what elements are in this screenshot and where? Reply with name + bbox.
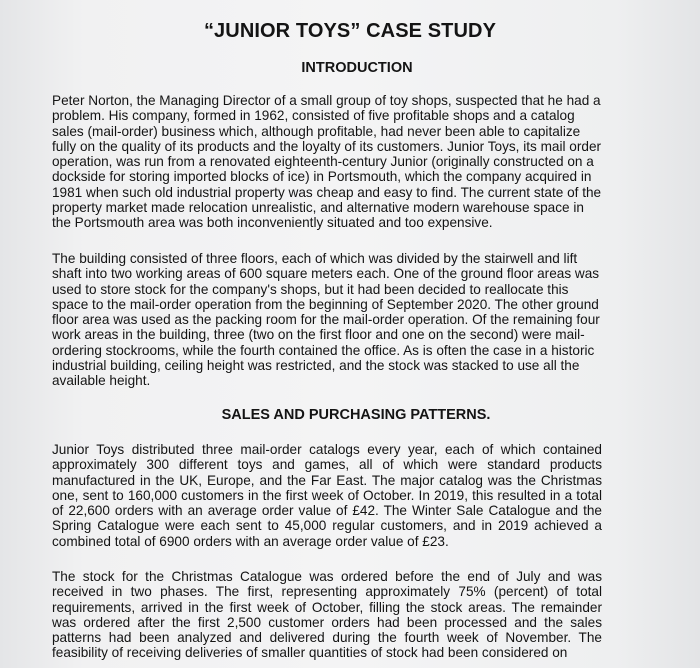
paragraph-sales-2: The stock for the Christmas Catalogue was ordered before the end of July and was received in two phases. The first, representing approximately 75% (percent) of total requirements, arrived in the first week of October, filling the stock areas. The remainder was ordered after the first 2,500 customer orders had been processed and the sales patterns had been analyzed and delivered during the fourth week of November. The feasibility of receiving deliveries of smaller quantities of stock had been considered on [52,569,602,661]
section-heading-introduction: INTRODUCTION [301,60,413,76]
section-heading-sales-purchasing: SALES AND PURCHASING PATTERNS. [221,407,491,423]
case-study-title: “JUNIOR TOYS” CASE STUDY [203,20,497,42]
paragraph-introduction-1: Peter Norton, the Managing Director of a small group of toy shops, suspected that he had a problem. His company, formed in 1962, consisted of five profitable shops and a catalog sales (mail-order) business which, although profitable, had never been able to capitalize fully on the quality of its products and the loyalty of its customers. Junior Toys, its mail order operation, was run from a renovated eighteenth-century Junior (originally constructed on a dockside for storing imported blocks of ice) in Portsmouth, which the company acquired in 1981 when such old industrial property was cheap and easy to find. The current state of the property market made relocation unrealistic, and alternative modern warehouse space in the Portsmouth area was both inconveniently situated and too expensive. [52,93,602,231]
paragraph-sales-1: Junior Toys distributed three mail-order catalogs every year, each of which contained approximately 300 different toys and games, all of which were standard products manufactured in the UK, Europe, and the Far East. The major catalog was the Christmas one, sent to 160,000 customers in the first week of October. In 2019, this resulted in a total of 22,600 orders with an average order value of £42. The Winter Sale Catalogue and the Spring Catalogue were each sent to 45,000 regular customers, and in 2019 achieved a combined total of 6900 orders with an average order value of £23. [52,442,602,549]
paragraph-introduction-2: The building consisted of three floors, each of which was divided by the stairwell and lift shaft into two working areas of 600 square meters each. One of the ground floor areas was used to store stock for the company's shops, but it had been decided to reallocate this space to the mail-order operation from the beginning of September 2020. The other ground floor area was used as the packing room for the mail-order operation. Of the remaining four work areas in the building, three (two on the first floor and one on the second) were mail-ordering stockrooms, while the fourth contained the office. As is often the case in a historic industrial building, ceiling height was restricted, and the stock was stacked to use all the available height. [52,251,600,389]
